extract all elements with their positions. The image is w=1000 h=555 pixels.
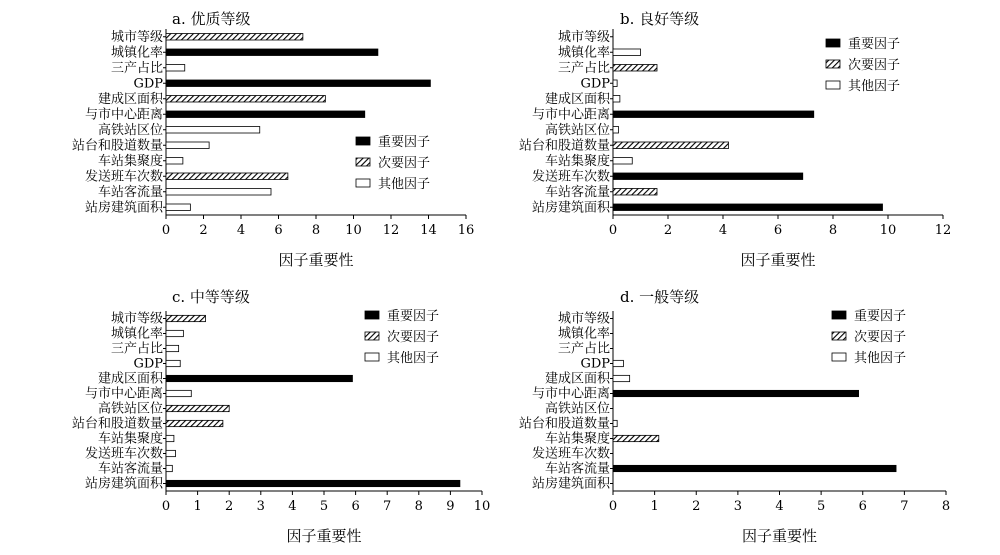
category-label: 站房建筑面积	[84, 476, 163, 492]
legend-label-secondary: 次要因子	[854, 330, 907, 345]
bar-important	[166, 49, 378, 56]
category-label: GDP	[133, 356, 163, 372]
bar-other	[166, 465, 172, 471]
category-label: 建成区面积	[544, 91, 610, 107]
x-tick-label: 8	[941, 499, 951, 514]
category-label: GDP	[580, 356, 610, 372]
bar-secondary	[166, 95, 325, 102]
x-tick-label: 5	[319, 499, 329, 514]
category-label: 建成区面积	[544, 371, 610, 387]
category-label: 站房建筑面积	[531, 200, 610, 216]
category-label: 站台和股道数量	[518, 416, 610, 432]
x-tick-label: 10	[473, 499, 491, 514]
bar-other	[166, 390, 191, 396]
category-label: 车站客流量	[544, 461, 610, 477]
x-tick-label: 0	[161, 499, 171, 514]
category-label: 站房建筑面积	[84, 200, 163, 216]
legend-label-other: 其他因子	[854, 351, 907, 366]
bar-important	[613, 111, 814, 118]
bar-important	[613, 173, 803, 180]
legend-swatch-other	[826, 81, 840, 89]
bar-secondary	[613, 188, 657, 195]
bar-other	[613, 126, 619, 133]
bar-other	[613, 157, 632, 164]
legend-swatch-other	[356, 179, 370, 187]
category-label: 发送班车次数	[84, 446, 163, 462]
legend-label-important: 重要因子	[387, 309, 440, 324]
x-tick-label: 12	[382, 223, 400, 238]
x-tick-label: 2	[199, 223, 208, 238]
legend-label-other: 其他因子	[848, 79, 901, 94]
category-label: GDP	[580, 76, 610, 92]
legend-swatch-important	[356, 137, 370, 145]
x-tick-label: 8	[828, 223, 838, 238]
legend-swatch-important	[826, 39, 840, 47]
bar-other	[613, 95, 620, 102]
x-tick-label: 12	[934, 223, 952, 238]
legend-swatch-important	[365, 311, 379, 319]
x-tick-label: 4	[236, 223, 246, 238]
bar-secondary	[166, 315, 206, 321]
category-label: 高铁站区位	[97, 401, 163, 417]
category-label: 高铁站区位	[544, 401, 610, 417]
category-label: 站台和股道数量	[518, 138, 610, 154]
panel-3	[72, 288, 490, 545]
bar-other	[613, 49, 641, 56]
legend-swatch-secondary	[832, 332, 846, 340]
legend-swatch-important	[832, 311, 846, 319]
bar-other	[613, 375, 630, 381]
category-label: 城镇化率	[557, 326, 610, 342]
category-label: 车站客流量	[544, 184, 610, 200]
category-label: 城镇化率	[557, 45, 610, 61]
bar-other	[613, 360, 623, 366]
panel-title: d. 一般等级	[620, 288, 700, 306]
bar-other	[166, 157, 183, 164]
category-label: 城市等级	[110, 29, 163, 45]
legend-label-important: 重要因子	[378, 135, 431, 150]
bar-important	[613, 390, 859, 396]
x-tick-label: 2	[663, 223, 673, 238]
bar-other	[166, 330, 183, 336]
category-label: 车站客流量	[97, 184, 163, 200]
category-label: 站房建筑面积	[531, 476, 610, 492]
x-tick-label: 7	[383, 499, 392, 514]
bar-other	[613, 80, 617, 87]
category-label: 车站集聚度	[544, 153, 610, 169]
legend-label-important: 重要因子	[848, 37, 901, 52]
legend-swatch-secondary	[365, 332, 379, 340]
x-tick-label: 0	[161, 223, 171, 238]
panel-2	[519, 10, 951, 269]
category-label: 城镇化率	[110, 45, 163, 61]
legend-swatch-secondary	[826, 60, 840, 68]
x-tick-label: 10	[345, 223, 362, 238]
category-label: 高铁站区位	[544, 122, 610, 138]
x-axis-label: 因子重要性	[740, 251, 816, 269]
category-label: 三产占比	[110, 341, 163, 357]
legend-label-important: 重要因子	[854, 309, 907, 324]
panel-4	[519, 288, 950, 545]
x-tick-label: 2	[225, 499, 234, 514]
category-label: 城市等级	[557, 311, 610, 327]
category-label: 发送班车次数	[531, 169, 610, 185]
x-tick-label: 4	[288, 499, 297, 514]
legend-swatch-other	[365, 353, 379, 361]
category-label: 车站集聚度	[97, 153, 163, 169]
category-label: 城市等级	[557, 29, 610, 45]
x-tick-label: 7	[900, 499, 909, 514]
category-label: 与市中心距离	[84, 107, 163, 123]
category-label: 发送班车次数	[84, 169, 163, 185]
bar-secondary	[613, 64, 657, 71]
category-label: 三产占比	[557, 60, 610, 76]
category-label: 车站集聚度	[97, 431, 163, 447]
x-tick-label: 10	[879, 223, 897, 238]
x-tick-label: 6	[351, 499, 360, 514]
bar-other	[166, 345, 179, 351]
category-label: 三产占比	[557, 341, 610, 357]
x-tick-label: 4	[718, 223, 728, 238]
bar-important	[166, 80, 430, 87]
bar-important	[613, 465, 896, 471]
bar-other	[166, 142, 209, 149]
category-label: 与市中心距离	[531, 107, 610, 123]
panel-1	[72, 10, 474, 269]
x-tick-label: 1	[650, 499, 659, 514]
panel-title: c. 中等等级	[172, 288, 250, 306]
x-tick-label: 2	[692, 499, 701, 514]
bar-secondary	[166, 420, 223, 426]
bar-other	[166, 360, 180, 366]
bar-other	[166, 64, 185, 71]
bar-other	[166, 450, 175, 456]
bar-important	[166, 375, 352, 381]
x-tick-label: 5	[816, 499, 826, 514]
category-label: 高铁站区位	[97, 122, 163, 138]
bar-other	[613, 420, 617, 426]
bar-important	[613, 204, 883, 211]
category-label: 建成区面积	[97, 91, 163, 107]
legend-label-secondary: 次要因子	[378, 156, 431, 171]
bar-other	[166, 188, 271, 195]
x-tick-label: 16	[457, 223, 475, 238]
x-tick-label: 1	[193, 499, 202, 514]
bar-important	[166, 111, 365, 118]
legend-label-other: 其他因子	[378, 177, 431, 192]
x-axis-label: 因子重要性	[741, 527, 818, 545]
x-tick-label: 0	[608, 499, 618, 514]
category-label: GDP	[133, 76, 163, 92]
x-axis-label: 因子重要性	[286, 527, 362, 545]
x-tick-label: 6	[773, 223, 783, 238]
x-tick-label: 8	[414, 499, 423, 514]
bar-secondary	[166, 33, 303, 40]
bar-secondary	[613, 435, 659, 441]
legend-label-secondary: 次要因子	[848, 58, 901, 73]
category-label: 建成区面积	[97, 371, 163, 387]
x-tick-label: 9	[446, 499, 455, 514]
panel-title: b. 良好等级	[620, 10, 700, 28]
bar-secondary	[166, 173, 288, 180]
category-label: 站台和股道数量	[71, 138, 163, 154]
category-label: 三产占比	[110, 60, 163, 76]
bar-important	[166, 480, 460, 486]
category-label: 城镇化率	[110, 326, 163, 342]
x-tick-label: 14	[420, 223, 437, 238]
x-tick-label: 6	[858, 499, 867, 514]
category-label: 城市等级	[110, 311, 163, 327]
legend-label-other: 其他因子	[387, 351, 440, 366]
x-tick-label: 8	[311, 223, 321, 238]
x-axis-label: 因子重要性	[278, 251, 354, 269]
category-label: 车站集聚度	[544, 431, 610, 447]
category-label: 与市中心距离	[531, 386, 610, 402]
x-tick-label: 0	[608, 223, 618, 238]
bar-secondary	[166, 405, 229, 411]
legend-label-secondary: 次要因子	[387, 330, 440, 345]
legend-swatch-secondary	[356, 158, 370, 166]
x-tick-label: 3	[256, 499, 265, 514]
bar-other	[166, 126, 260, 133]
category-label: 与市中心距离	[84, 386, 163, 402]
x-tick-label: 4	[775, 499, 784, 514]
x-tick-label: 3	[733, 499, 743, 514]
legend-swatch-other	[832, 353, 846, 361]
panel-title: a. 优质等级	[172, 10, 251, 28]
category-label: 车站客流量	[97, 461, 163, 477]
bar-secondary	[613, 142, 729, 149]
category-label: 站台和股道数量	[71, 416, 163, 432]
bar-other	[166, 204, 190, 211]
bar-other	[166, 435, 174, 441]
x-tick-label: 6	[274, 223, 283, 238]
category-label: 发送班车次数	[531, 446, 610, 462]
